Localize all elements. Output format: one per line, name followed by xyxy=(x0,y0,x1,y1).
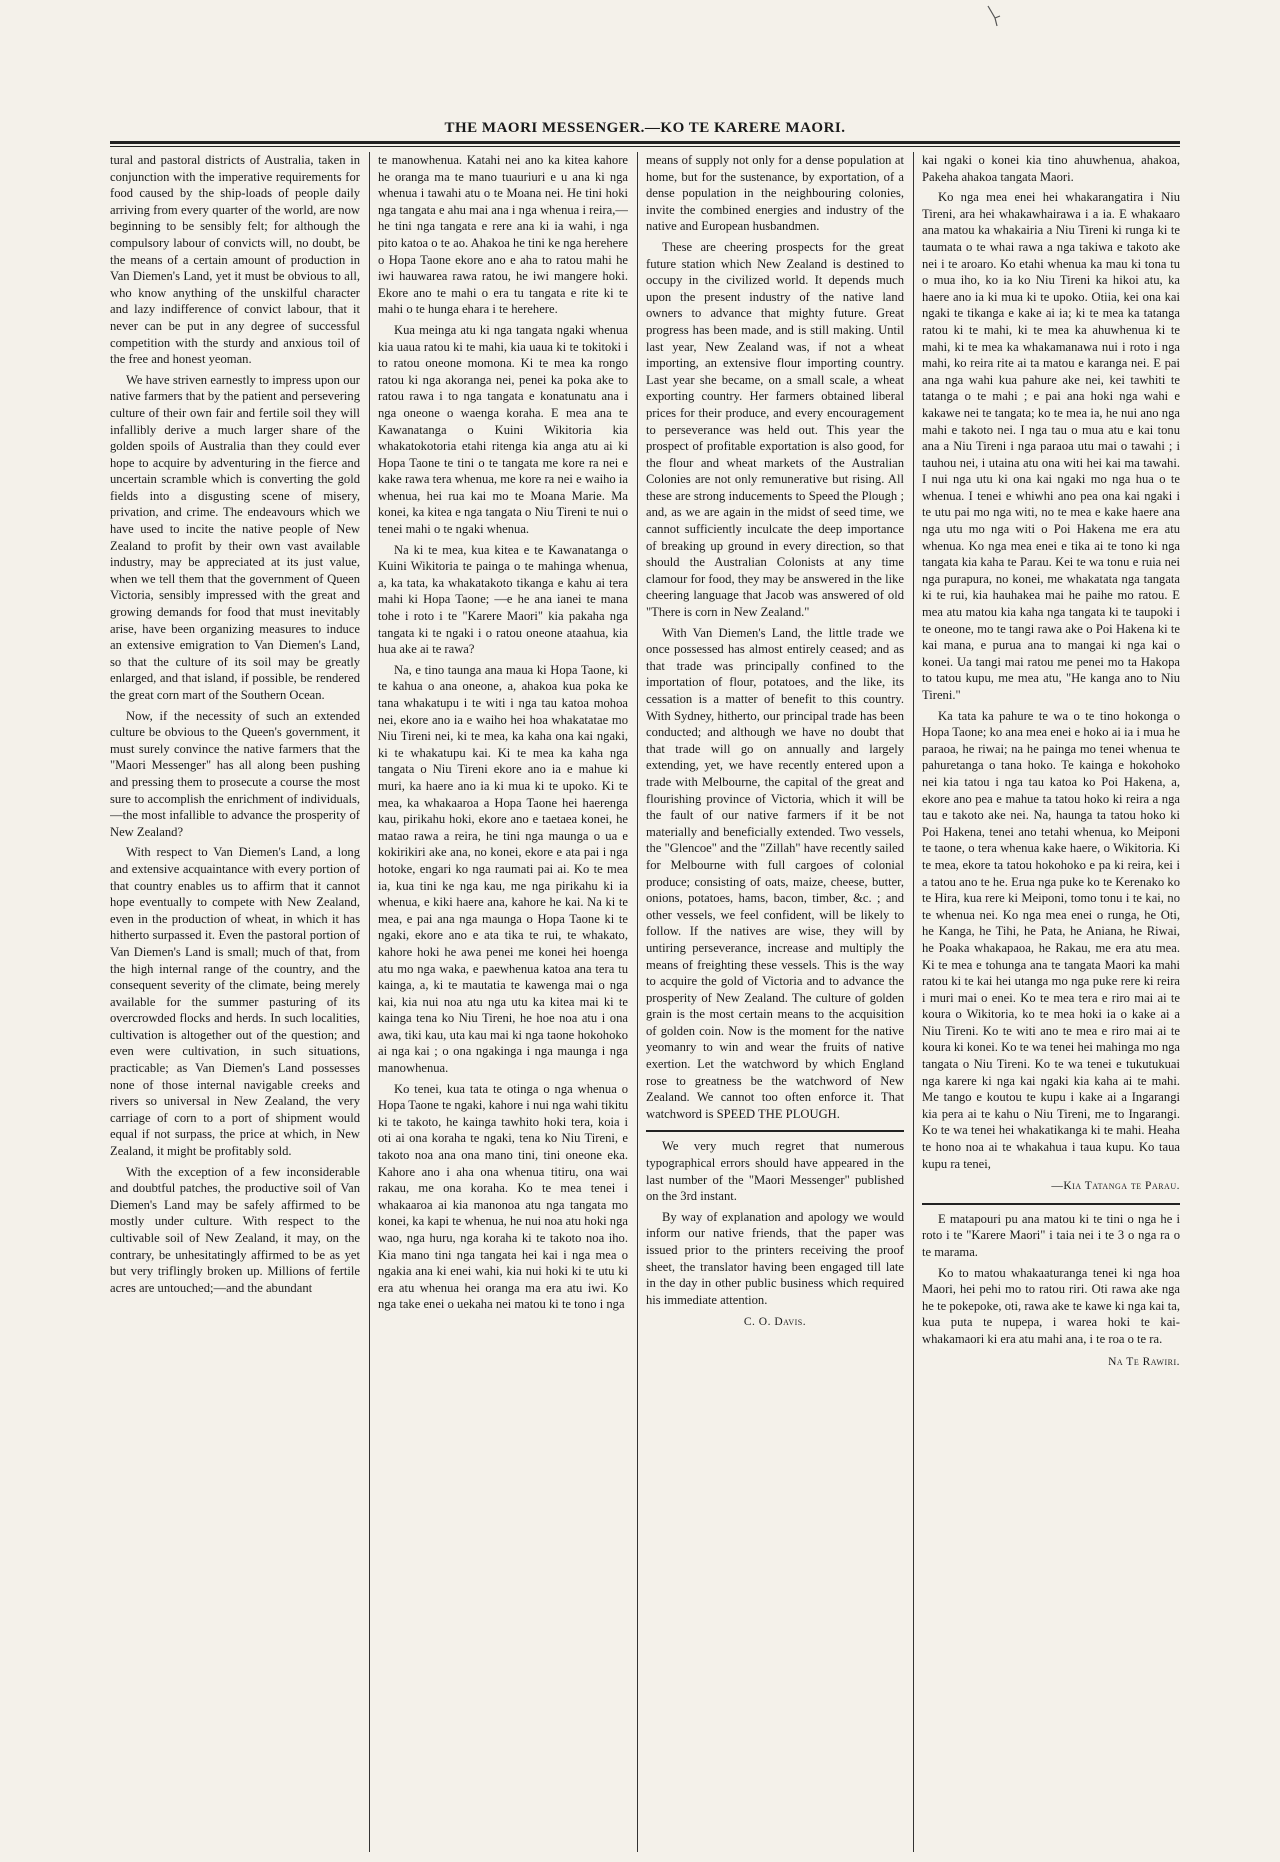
paragraph: Kua meinga atu ki nga tangata ngaki whenua kia uaua ratou ki te mahi, kia uaua ki te tokitoki i to ratou oneone momona. Ki te mea ka rongo ratou ki nga akoranga nei, penei ka poka ake to ratou rawa i to nga tangata e konatunatu ana i nga oneone o waenga koraha. E mea ana te Kawanatanga o Kuini Wikitoria kia whakatokotoria etahi ritenga kia anga atu ai ki Hopa Taone te tini o te tangata me kore ra nei e kake rawa tera whenua, me kore ra nei e waiho ia whenua, hei rua kai mo te Moana Marie. Ma konei, ka kitea e nga tangata o Niu Tireni te nui o tenei mahi o te ngaki whenua. xyxy=(378,322,628,537)
paragraph: Na, e tino taunga ana maua ki Hopa Taone, ki te kahua o ana oneone, a, ahakoa kua poka ke tana whakatupu i te witi i nga tau katoa mohoa nei, ekore ano ia e waiho hei hoa whakatatae mo Niu Tireni nei, ki te mea, ka kaha ona kai ngaki, ki te whakatupu kai. Ki te mea ka kaha nga tangata o Niu Tireni ekore ano ia e mahue ki muri, ka haere ano ia ki mua ki te upoko. Ki te mea, ka whakaaroa a Hopa Taone hei haerenga kau, pirikahu hoki, ekore ano e taetaea konei, he matao rawa a reira, he tini nga maunga o ua e kokirikiri ake ana, no konei, ekore e ata pai i nga hotoke, engari ko nga raumati pai ai. Ko te mea ia, kua tini ke nga kau, me nga pirikahu ki ia whenua, e kiki haere ana, kahore he kai. Na ki te mea, e pai ana nga maunga o Hopa Taone ki te ngaki, ekore ano e ata tika te rui, te whakato, kahore hoki he awa penei me konei hei hoenga atu mo nga waka, e paewhenua katoa ana tera tu kainga, a, ki te mautatia te kawenga mai o nga kai, kia nui noa atu nga utu ka kitea mai ki te kainga tena ko Niu Tireni, he hoe noa atu i ona awa, tiki kau, uta kau mai ki nga taone hokohoko ai nga kai ; o ona ngakinga i nga maunga i nga manowhenua. xyxy=(378,662,628,1076)
section-rule xyxy=(922,1203,1180,1205)
column-4 xyxy=(922,152,1180,1852)
paragraph: Ko nga mea enei hei whakarangatira i Niu Tireni, ara hei whakawhairawa i a ia. E whakaaro ana matou ka whakairia a Niu Tireni ki runga ki te taumata o te whai rawa a nga takiwa e takoto ake nei i te aroaro. Ko etahi whenua ka mau ki tona tu o mua iho, ko ia ko Niu Tireni ka hikoi atu, ka haere ano ia ki mua ki te upoko. Otiia, kei ona kai ngaki te tikanga e kake ai ia; ki te mea ka tatanga ratou ki te mahi, ki te mea ka ahuwhenua ki te mahi, ki te mea ka whakamanawa nui i roto i nga mahi, ko reira rite ai ta matou e karanga nei. E pai ana nga wahi kua pahure ake nei, kei tawhiti te tatanga o te mahi ; e pai ana hoki nga wahi e kakawe nei te tangata; ko te mea ia, he nui ano nga mahi e takoto nei. I nga tau o mua atu e kai tonu ana a Niu Tireni i nga paraoa utu mai o tawahi ; i tauhou nei, i utaina atu ona witi hei kai ma tawahi. I nui nga utu ki ona kai ngaki mo nga hua o te whenua. I tenei e whiwhi ano pea ona kai ngaki i te utu pai mo nga witi, no te mea e kake haere ana nga utu mo nga witi o Poi Hakena me era atu whenua. Ko nga mea enei e tika ai te tono ki nga tangata kia kaha te Parau. Kei te wa tonu e ruia nei nga purapura, no konei, me whakatata nga tangata ki te rui, kia hauhakea mai he paihe mo ratou. E mea atu matou kia kaha nga tangata ki te taupoki i te oneone, mo te tangi rawa ake o Poi Hakena ki te kai mana, e purua ana to mangai ki nga kai o konei. Ua tangi mai ratou me penei mo ta Hakopa to tatou kupu, me mea atu, "He kanga ano to Niu Tireni." xyxy=(922,190,1180,702)
column-divider xyxy=(369,152,370,1852)
paragraph: With Van Diemen's Land, the little trade we once possessed has almost entirely ceased; and as that trade was principally confined to the importation of flour, potatoes, and the like, its cessation is a matter of benefit to this country. With Sydney, hitherto, our principal trade has been conducted; and although we have no doubt that that trade will go on annually and largely extending, yet, we have recently entered upon a trade with Melbourne, the capital of the great and flourishing province of Victoria, which it will be the fault of our native farmers if it be not materially and beneficially extended. Two vessels, the "Glencoe" and the "Zillah" have recently sailed for Melbourne with full cargoes of colonial produce; consisting of oats, maize, cheese, butter, onions, potatoes, hams, bacon, timber, &c. ; and other vessels, we feel confident, will be likely to follow. If the natives are wise, they will by untiring perseverance, increase and multiply the means of freighting these vessels. This is the way to acquire the gold of Victoria and to advance the prosperity of New Zealand. The culture of golden grain is the most certain means to the acquisition of golden coin. Now is the moment for the native yeomanry to win and wear the fruits of native exertion. Let the watchword by which England rose to greatness be the watchword of New Zealand. We cannot too often enforce it. That watchword is SPEED THE PLOUGH. xyxy=(646,625,904,1121)
motto: —Kia Tatanga te Parau. xyxy=(1051,1180,1180,1193)
paragraph: With respect to Van Diemen's Land, a long and extensive acquaintance with every portion of that country enables us to affirm that it cannot hope eventually to compete with New Zealand, even in the production of wheat, in which it has hitherto surpassed it. Even the pastoral portion of Van Diemen's Land is small; much of that, from the high internal range of the country, and the consequent severity of the climate, being merely available for the summer pasturing of its overcrowded flocks and herds. In such localities, cultivation is altogether out of the question; and even were cultivation, in such situations, practicable; as Van Diemen's Land possesses none of those internal navigable creeks and rivers so universal in New Zealand, the very carriage of corn to a port of shipment would equal if not surpass, the price at which, in New Zealand, it might be profitably sold. xyxy=(110,845,360,1159)
paragraph: With the exception of a few inconsiderable and doubtful patches, the productive soil of Van Diemen's Land may be safely affirmed to be mostly under culture. With respect to the cultivable soil of New Zealand, it may, on the contrary, be unhesitatingly affirmed to be as yet but very triflingly broken up. Millions of fertile acres are untouched;—and the abundant xyxy=(110,1164,360,1295)
notice-paragraph: E matapouri pu ana matou ki te tini o nga he i roto i te "Karere Maori" i taia nei i te 3 o nga ra o te marama. xyxy=(922,1211,1180,1259)
column-1 xyxy=(110,152,360,1852)
paragraph: tural and pastoral districts of Australia, taken in conjunction with the imperative requirements for food caused by the ship-loads of people daily arriving from every quarter of the world, are now beginning to be sensibly felt; for although the compulsory labour of convicts will, no doubt, be the means of a certain amount of production in Van Diemen's Land, yet it must be obvious to all, who know anything of the unskilful character and lazy indifference of convict labour, that it never can be put in any degree of successful competition with the sturdy and anxious toil of the free and honest yeoman. xyxy=(110,153,360,367)
paragraph: Ka tata ka pahure te wa o te tino hokonga o Hopa Taone; ko ana mea enei e hoko ai ia i mua he paraoa, he riwai; na he painga mo tenei whenua te pahuretanga o tana hoko. Te kainga e hokohoko nei kia tatou i nga tau katoa ko Poi Hakena, a, ekore ano pea e mahue ta tatou hoko ki reira a nga tau e takoto ake nei. Na, haunga ta tatou hoko ki Poi Hakena, tenei ano tetahi whenua, ko Meiponi te taone, o tera whenua kake haere, o Wikitoria. Ki te mea, ekore ta tatou hokohoko e pa ki reira, kei i a tatou ano te he. Erua nga puke ko te Kerenako ko te Hira, kua rere ki Meiponi, tomo tonu i te kai, no te whenua nei. Ko nga mea enei o runga, he Oti, he Kanga, he Tihi, he Pata, he Aniana, he Riwai, he Poaka whakapaoa, he Rakau, me era atu mea. Ki te mea e tohunga ana te tangata Maori ka mahi ratou ki te kai hei utanga mo nga puke rere ki reira i muri mai o enei. Ko te mea tera e riro mai ai te koura o Wikitoria, ko te mea hoki ia o kake ai a Niu Tireni. Ko te witi ano te mea e riro mai ai te koura ki konei. Ko te wa tenei hei mahinga mo nga tangata o Niu Tireni. Ko te wa tenei e tukutukuai nga karere ki nga kai ngaki kia kaha ai te mahi. Me tango e koutou te kupu i kake ai a Ingarangi kia pera ai te kahu o Niu Tireni, me to Ingarangi. Ko te wa tenei hei whakatikanga ki te mahi. Heaha te hono noa ai te whakahua i taua kupu. Ko taua kupu ra tenei, xyxy=(922,708,1180,1171)
notice-paragraph: By way of explanation and apology we would inform our native friends, that the paper was issued prior to the printers receiving the proof sheet, the translator having been engaged till late in the day in other public business which required his immediate attention. xyxy=(646,1209,904,1307)
masthead-rule-thin xyxy=(110,146,1180,147)
signature: Na Te Rawiri. xyxy=(1108,1355,1180,1368)
paragraph: means of supply not only for a dense population at home, but for the sustenance, by exportation, of a dense population in the neighbouring colonies, invite the combined energies and industry of the native and European husbandmen. xyxy=(646,153,904,234)
paragraph: These are cheering prospects for the great future station which New Zealand is destined to occupy in the civilized world. It depends much upon the present industry of the native land owners to advance that mighty future. Great progress has been made, and is still making. Until last year, New Zealand was, if not a wheat importing, an extensive flour importing country. Last year she became, on a small scale, a wheat exporting country. Her farmers obtained liberal prices for their produce, and every encouragement to perseverance was held out. This year the prospect of profitable exportation is also good, for the flour and wheat markets of the Australian Colonies are not only remunerative but rising. All these are strong inducements to Speed the Plough ; and, as we are again in the midst of seed time, we cannot sufficiently inculcate the deep importance of breaking up ground in every direction, so that should the Australian Colonists at any time clamour for food, they may be answered in the like cheering language that Jacob was answered of old "There is corn in New Zealand." xyxy=(646,239,904,620)
notice-paragraph: Ko to matou whakaaturanga tenei ki nga hoa Maori, hei pehi mo to ratou riri. Oti rawa ake nga he te pokepoke, oti, rawa ake te kawe ki nga kai ta, kua puta te nupepa, i warea hoki te kai-whakamaori ki era atu mahi ana, i te roa o te ra. xyxy=(922,1265,1180,1346)
section-rule xyxy=(646,1130,904,1132)
paragraph: Na ki te mea, kua kitea e te Kawanatanga o Kuini Wikitoria te painga o te mahinga whenua, a, ka tata, ka whakatakoto tikanga e kahu ai tera mahi ki Hopa Taone; —e he ana ianei te mana tohe i roto i te "Karere Maori" kia pakaha nga tangata ki te ngaki i o ratou oneone ataahua, kia hua ake ai te rawa? xyxy=(378,542,628,657)
column-3 xyxy=(646,152,904,1852)
column-2 xyxy=(378,152,628,1852)
paragraph: te manowhenua. Katahi nei ano ka kitea kahore he oranga ma te mano tuauriuri e u ana ki nga whenua i tawahi atu o te Moana nei. He tini hoki nga tangata e ahu mai ana i nga whenua i reira,—he tini nga tangata e rere ana ki ia wahi, i nga pito katoa o te ao. Ahakoa he tini ke nga herehere o Hopa Taone ekore ano e aha to ratou mahi he iwi hauwarea rawa ratou, he iwi mangere hoki. Ekore ano te mahi o era tu tangata e rite ki te mahi o te hunga ehara i te herehere. xyxy=(378,153,628,317)
paragraph: Ko tenei, kua tata te otinga o nga whenua o Hopa Taone te ngaki, kahore i nui nga wahi tikitu ki te takoto, he kainga tawhito hoki tera, koia i oti ai ona koraha te ngaki, tena ko Niu Tireni, e takoto noa ana ona mano tini, tini oneone eka. Kahore ano i aha ona whenua titiru, ona wai rakau, me ona koraha. Ko te mea tenei i whakaaroa ai kia manonoa atu nga tangata mo konei, ka kapi te whenua, he nui noa atu hoki nga wao, nga huru, nga koraha ki te takoto noa iho. Kia mano tini nga tangata hei kai i nga mea o ngakia ana ki enei wahi, kia nui hoki ki te utu ki era atu whenua hei oranga ma era atu iwi. Ko nga take enei o uekaha nei matou ki te tono i nga xyxy=(378,1081,628,1312)
column-divider xyxy=(637,152,638,1852)
signature: C. O. Davis. xyxy=(743,1316,807,1329)
paragraph: We have striven earnestly to impress upon our native farmers that by the patient and persevering culture of their own fair and fertile soil they will infallibly derive a much larger share of the golden spoils of Australia than they could ever hope to acquire by adventuring in the fierce and uncertain scramble which is converting the gold fields into a disgusting scene of misery, privation, and crime. The endeavours which we have used to incite the native people of New Zealand to profit by their own vast available industry, may be appreciated at its just value, when we tell them that the government of Queen Victoria, sensibly impressed with the great and growing demands for food that must inevitably arise, have been organizing measures to induce an extensive emigration to Van Diemen's Land, so that the culture of its soil may be greatly enlarged, and that island, if possible, be rendered the great corn mart of the Southern Ocean. xyxy=(110,372,360,702)
masthead: THE MAORI MESSENGER.—KO TE KARERE MAORI. xyxy=(444,120,846,136)
paragraph: kai ngaki o konei kia tino ahuwhenua, ahakoa, Pakeha ahakoa tangata Maori. xyxy=(922,153,1180,184)
paragraph: Now, if the necessity of such an extended culture be obvious to the Queen's government, it must surely convince the native farmers that the "Maori Messenger" has all along been pushing and pressing them to prosecute a course the most sure to accomplish the enrichment of individuals, —the most infallible to advance the prosperity of New Zealand? xyxy=(110,708,360,839)
notice-paragraph: We very much regret that numerous typographical errors should have appeared in the last number of the "Maori Messenger" published on the 3rd instant. xyxy=(646,1139,904,1204)
masthead-rule xyxy=(110,141,1180,144)
pencil-mark-icon xyxy=(985,4,1005,28)
column-divider xyxy=(913,152,914,1852)
